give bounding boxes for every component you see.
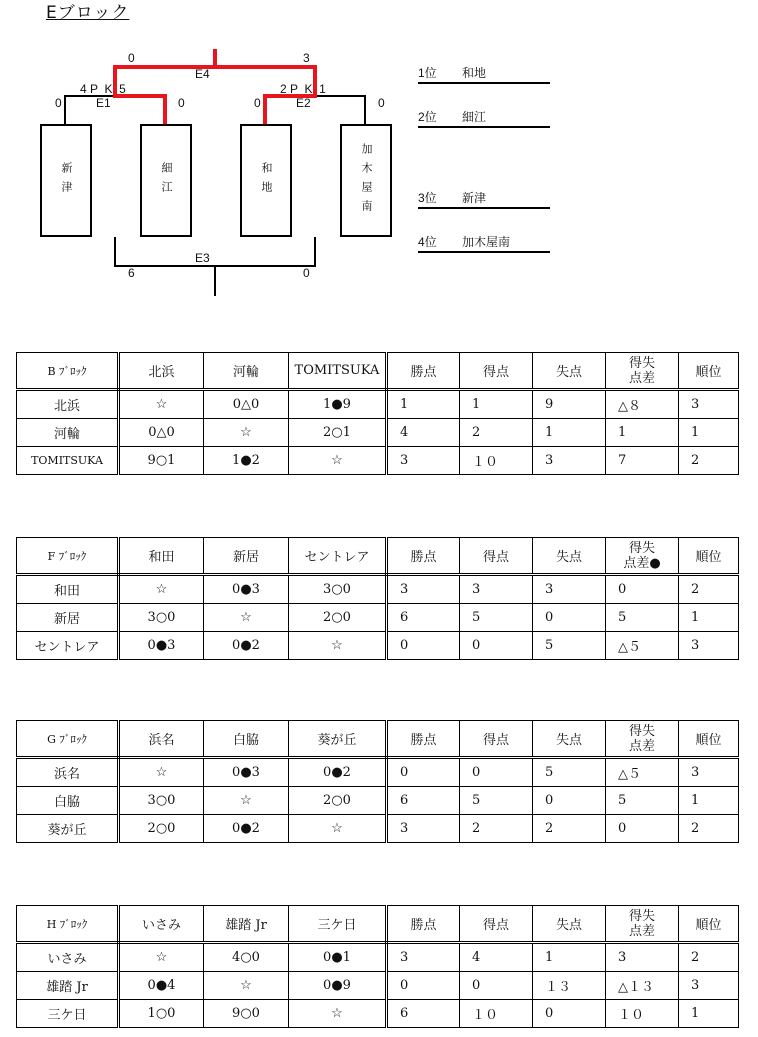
team-box-hosoe — [140, 124, 192, 237]
stat-cell: 1 — [533, 419, 606, 447]
row-team-name: セントレア — [17, 632, 119, 660]
column-stat-header: 勝点 — [387, 721, 460, 758]
block-label: B ﾌﾞﾛｯｸ — [17, 353, 119, 390]
match-result-cell: 0●3 — [204, 758, 289, 787]
stat-cell: 1 — [679, 1000, 739, 1028]
stat-cell: 2 — [679, 575, 739, 604]
stat-cell: 5 — [533, 758, 606, 787]
stat-cell: △１３ — [606, 972, 679, 1000]
stat-cell: 1 — [606, 419, 679, 447]
column-team-header: 河輪 — [204, 353, 289, 390]
row-team-name: 浜名 — [17, 758, 119, 787]
stat-cell: △８ — [606, 390, 679, 419]
row-team-name: 葵が丘 — [17, 815, 119, 843]
stat-cell: 5 — [606, 787, 679, 815]
stat-cell: 0 — [533, 1000, 606, 1028]
match-result-cell: ☆ — [289, 815, 387, 843]
stat-cell: 0 — [606, 575, 679, 604]
match-result-cell: 0●3 — [204, 575, 289, 604]
stat-cell: 6 — [387, 1000, 460, 1028]
e3-left-score: 6 — [128, 266, 135, 280]
stat-cell: 0 — [387, 632, 460, 660]
e1-right-score: 0 — [178, 96, 185, 110]
ranking-2 — [418, 110, 550, 128]
stat-cell: 2 — [679, 815, 739, 843]
league-table — [16, 720, 739, 843]
block-label: F ﾌﾞﾛｯｸ — [17, 538, 119, 575]
table-row — [17, 758, 739, 787]
stat-cell: 5 — [606, 604, 679, 632]
column-team-header: 新居 — [204, 538, 289, 575]
stat-cell: 3 — [679, 632, 739, 660]
e-block-title: Eブロック — [46, 3, 130, 23]
stat-cell: 2 — [460, 815, 533, 843]
stat-cell: 1 — [679, 604, 739, 632]
column-team-header: セントレア — [289, 538, 387, 575]
match-result-cell: 0●9 — [289, 972, 387, 1000]
stat-cell: 0 — [387, 972, 460, 1000]
table-row — [17, 419, 739, 447]
ranking-3 — [418, 191, 550, 209]
e2-label: E2 — [296, 96, 311, 110]
row-team-name: 河輪 — [17, 419, 119, 447]
match-result-cell: ☆ — [119, 758, 204, 787]
stat-cell: １０ — [460, 1000, 533, 1028]
column-stat-header: 勝点 — [387, 906, 460, 943]
stat-cell: 1 — [679, 419, 739, 447]
league-table — [16, 352, 739, 475]
stat-cell: 1 — [679, 787, 739, 815]
match-result-cell: 0●4 — [119, 972, 204, 1000]
match-result-cell: 0●2 — [204, 815, 289, 843]
column-team-header: 浜名 — [119, 721, 204, 758]
match-result-cell: 0●3 — [119, 632, 204, 660]
stat-cell: 3 — [387, 943, 460, 972]
match-result-cell: 9○1 — [119, 447, 204, 475]
rank-team: 新津 — [462, 191, 487, 205]
table-row — [17, 390, 739, 419]
table-row — [17, 972, 739, 1000]
match-result-cell: 0△0 — [119, 419, 204, 447]
table-row — [17, 632, 739, 660]
stat-cell: 0 — [460, 632, 533, 660]
ranking-4 — [418, 235, 550, 253]
column-stat-header: 失点 — [533, 721, 606, 758]
match-result-cell: 0△0 — [204, 390, 289, 419]
column-stat-header: 得点 — [460, 906, 533, 943]
stat-cell: 3 — [387, 447, 460, 475]
table-row — [17, 575, 739, 604]
ranking-1 — [418, 66, 550, 84]
e1-left-score: 0 — [55, 96, 62, 110]
e3-right-score: 0 — [303, 266, 310, 280]
column-stat-header: 勝点 — [387, 538, 460, 575]
match-result-cell: 1○0 — [119, 1000, 204, 1028]
match-result-cell: ☆ — [289, 1000, 387, 1028]
e4-left-score: 0 — [128, 51, 135, 65]
match-result-cell: 9○0 — [204, 1000, 289, 1028]
stat-cell: 2 — [679, 447, 739, 475]
stat-cell: 3 — [606, 943, 679, 972]
stat-cell: 3 — [387, 815, 460, 843]
stat-cell: 3 — [679, 390, 739, 419]
row-team-name: 雄踏 Jr — [17, 972, 119, 1000]
row-team-name: 白脇 — [17, 787, 119, 815]
match-result-cell: ☆ — [119, 575, 204, 604]
match-result-cell: ☆ — [204, 419, 289, 447]
column-stat-header: 順位 — [679, 721, 739, 758]
stat-cell: 4 — [387, 419, 460, 447]
match-result-cell: ☆ — [204, 972, 289, 1000]
e4-right-score: 3 — [303, 51, 310, 65]
stat-cell: 9 — [533, 390, 606, 419]
column-stat-header: 順位 — [679, 353, 739, 390]
match-result-cell: ☆ — [204, 787, 289, 815]
column-stat-header: 得失 点差 — [606, 906, 679, 943]
e2-left-score: 0 — [254, 96, 261, 110]
match-result-cell: 2○0 — [289, 787, 387, 815]
column-team-header: TOMITSUKA — [289, 353, 387, 390]
rank-team: 和地 — [462, 66, 487, 80]
column-stat-header: 得点 — [460, 538, 533, 575]
match-result-cell: 0●2 — [289, 758, 387, 787]
stat-cell: 6 — [387, 604, 460, 632]
stat-cell: 0 — [460, 758, 533, 787]
column-stat-header: 得失 点差 — [606, 721, 679, 758]
match-result-cell: 0●1 — [289, 943, 387, 972]
stat-cell: 0 — [533, 604, 606, 632]
match-result-cell: 3○0 — [119, 604, 204, 632]
match-result-cell: ☆ — [119, 390, 204, 419]
table-header-row — [17, 538, 739, 575]
rank-position: 4位 — [418, 235, 437, 249]
table-header-row — [17, 721, 739, 758]
match-result-cell: 2○1 — [289, 419, 387, 447]
block-label: G ﾌﾞﾛｯｸ — [17, 721, 119, 758]
stat-cell: 0 — [533, 787, 606, 815]
e2-right-score: 0 — [378, 96, 385, 110]
match-result-cell: 3○0 — [119, 787, 204, 815]
stat-cell: 5 — [460, 787, 533, 815]
column-stat-header: 勝点 — [387, 353, 460, 390]
table-row — [17, 815, 739, 843]
stat-cell: 2 — [533, 815, 606, 843]
team-name: 細江 — [160, 161, 173, 200]
table-row — [17, 604, 739, 632]
table-row — [17, 447, 739, 475]
e1-label: E1 — [96, 96, 111, 110]
table-header-row — [17, 906, 739, 943]
team-name: 新津 — [60, 161, 73, 200]
e4-label: E4 — [195, 67, 210, 81]
column-stat-header: 失点 — [533, 538, 606, 575]
match-result-cell: 1●9 — [289, 390, 387, 419]
block-label: H ﾌﾞﾛｯｸ — [17, 906, 119, 943]
column-team-header: 北浜 — [119, 353, 204, 390]
stat-cell: 4 — [460, 943, 533, 972]
stat-cell: △５ — [606, 632, 679, 660]
stat-cell: 3 — [533, 447, 606, 475]
team-name: 加木屋南 — [360, 142, 373, 219]
table-row — [17, 943, 739, 972]
table-row — [17, 787, 739, 815]
match-result-cell: ☆ — [204, 604, 289, 632]
stat-cell: １０ — [460, 447, 533, 475]
league-table — [16, 905, 739, 1028]
row-team-name: TOMITSUKA — [17, 447, 119, 475]
match-result-cell: 4○0 — [204, 943, 289, 972]
rank-position: 1位 — [418, 66, 437, 80]
stat-cell: 3 — [387, 575, 460, 604]
match-result-cell: ☆ — [119, 943, 204, 972]
team-box-kagiyaminami — [340, 124, 392, 237]
stat-cell: 5 — [533, 632, 606, 660]
stat-cell: １３ — [533, 972, 606, 1000]
stat-cell: 7 — [606, 447, 679, 475]
column-team-header: 和田 — [119, 538, 204, 575]
column-stat-header: 順位 — [679, 538, 739, 575]
column-team-header: 白脇 — [204, 721, 289, 758]
match-result-cell: 2○0 — [289, 604, 387, 632]
row-team-name: 和田 — [17, 575, 119, 604]
stat-cell: 5 — [460, 604, 533, 632]
rank-team: 加木屋南 — [462, 235, 511, 249]
stat-cell: △５ — [606, 758, 679, 787]
stat-cell: 2 — [679, 943, 739, 972]
e1-pk-score: 4 P K 5 — [80, 82, 126, 96]
rank-position: 3位 — [418, 191, 437, 205]
stat-cell: 2 — [460, 419, 533, 447]
table-header-row — [17, 353, 739, 390]
column-stat-header: 失点 — [533, 906, 606, 943]
stat-cell: 3 — [460, 575, 533, 604]
stat-cell: 3 — [679, 758, 739, 787]
row-team-name: いさみ — [17, 943, 119, 972]
match-result-cell: 0●2 — [204, 632, 289, 660]
e2-pk-score: 2 P K 1 — [280, 82, 326, 96]
column-team-header: いさみ — [119, 906, 204, 943]
rank-team: 細江 — [462, 110, 487, 124]
team-box-wachi — [240, 124, 292, 237]
table-row — [17, 1000, 739, 1028]
team-name: 和地 — [260, 161, 273, 200]
column-team-header: 雄踏 Jr — [204, 906, 289, 943]
team-box-niitsu — [40, 124, 92, 237]
column-stat-header: 順位 — [679, 906, 739, 943]
stat-cell: 3 — [533, 575, 606, 604]
rank-position: 2位 — [418, 110, 437, 124]
match-result-cell: 1●2 — [204, 447, 289, 475]
match-result-cell: 2○0 — [119, 815, 204, 843]
stat-cell: 1 — [460, 390, 533, 419]
column-team-header: 三ケ日 — [289, 906, 387, 943]
column-team-header: 葵が丘 — [289, 721, 387, 758]
match-result-cell: ☆ — [289, 447, 387, 475]
stat-cell: 0 — [387, 758, 460, 787]
league-table — [16, 537, 739, 660]
column-stat-header: 得失 点差 — [606, 353, 679, 390]
stat-cell: 3 — [679, 972, 739, 1000]
stat-cell: 0 — [606, 815, 679, 843]
column-stat-header: 得点 — [460, 353, 533, 390]
stat-cell: 0 — [460, 972, 533, 1000]
stat-cell: 1 — [533, 943, 606, 972]
stat-cell: 1 — [387, 390, 460, 419]
row-team-name: 北浜 — [17, 390, 119, 419]
stat-cell: 6 — [387, 787, 460, 815]
match-result-cell: 3○0 — [289, 575, 387, 604]
column-stat-header: 失点 — [533, 353, 606, 390]
match-result-cell: ☆ — [289, 632, 387, 660]
stat-cell: １０ — [606, 1000, 679, 1028]
column-stat-header: 得点 — [460, 721, 533, 758]
column-stat-header: 得失 点差● — [606, 538, 679, 575]
row-team-name: 新居 — [17, 604, 119, 632]
row-team-name: 三ケ日 — [17, 1000, 119, 1028]
e3-label: E3 — [195, 251, 210, 265]
